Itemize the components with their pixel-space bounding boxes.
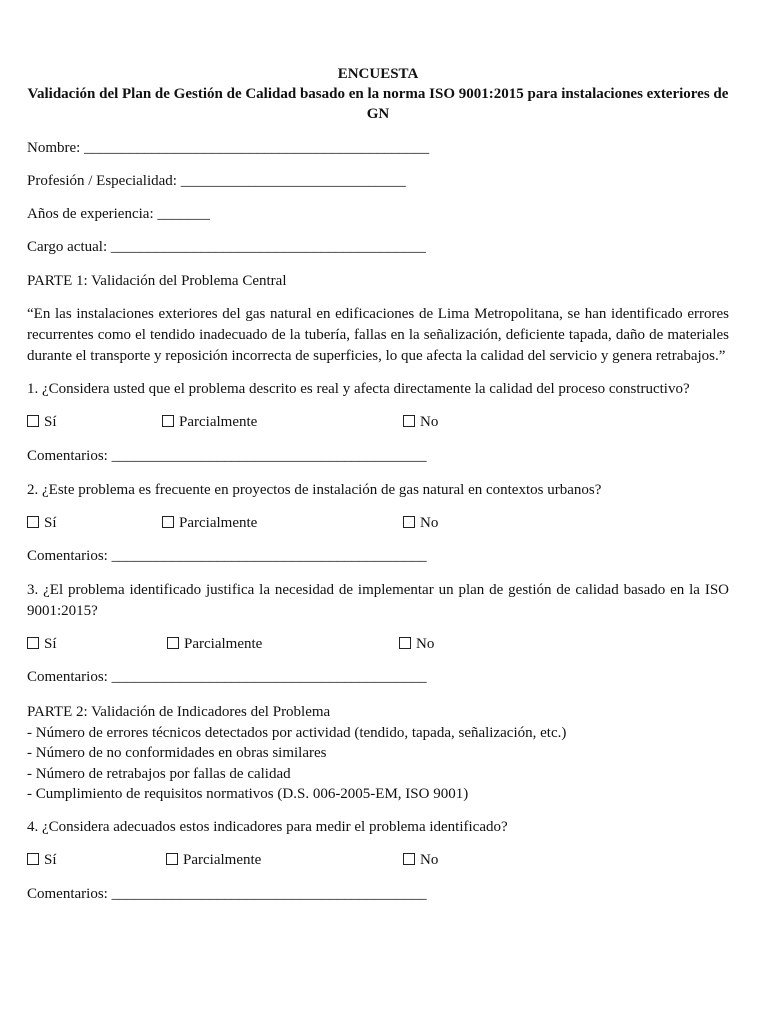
part2-heading: PARTE 2: Validación de Indicadores del Problema [27,704,331,720]
q1-option-no[interactable] [403,412,438,432]
option-label: No [420,852,439,868]
q1-option-partial[interactable] [162,412,257,432]
checkbox-icon [27,516,39,528]
q4-option-yes[interactable] [27,850,57,870]
q1-comments-field[interactable]: Comentarios: __________________________________________ [27,448,427,464]
option-label: No [420,515,439,531]
part2-section [27,702,729,805]
q2-comments-field[interactable]: Comentarios: __________________________________________ [27,548,427,564]
indicator-item: - Número de errores técnicos detectados por actividad (tendido, tapada, señalización, etc.) [27,724,567,741]
q4-comments-field[interactable]: Comentarios: __________________________________________ [27,886,427,902]
option-label: Sí [44,515,57,531]
question-4-options [27,850,729,870]
option-label: No [420,414,439,430]
problem-statement: “En las instalaciones exteriores del gas natural en edificaciones de Lima Metropolitana, se han identificado errores recurrentes como el tendido inadecuado de la tubería, fallas en la señalización, deficiente tapada, daño de materiales durante el transporte y reposición incorrecta de superficies, lo que afecta la calidad del servicio y genera retrabajos.” [27,306,729,364]
checkbox-icon [166,853,178,865]
indicator-item: - Número de no conformidades en obras similares [27,745,327,761]
question-3: 3. ¿El problema identificado justifica la necesidad de implementar un plan de gestión de calidad basado en la ISO 9001:2015? [27,582,729,619]
option-label: Parcialmente [179,414,258,430]
option-label: Parcialmente [183,852,262,868]
question-2-options [27,513,729,533]
question-1-options [27,412,729,432]
checkbox-icon [167,637,179,649]
checkbox-icon [162,415,174,427]
q3-option-no[interactable] [399,634,434,654]
option-label: Sí [44,636,57,652]
option-label: Parcialmente [184,636,263,652]
checkbox-icon [162,516,174,528]
checkbox-icon [403,516,415,528]
q4-option-partial[interactable] [166,850,261,870]
question-2: 2. ¿Este problema es frecuente en proyectos de instalación de gas natural en contextos urbanos? [27,482,602,498]
q2-option-partial[interactable] [162,513,257,533]
indicator-item: - Número de retrabajos por fallas de calidad [27,765,291,782]
checkbox-icon [27,637,39,649]
option-label: Sí [44,852,57,868]
q3-comments-field[interactable]: Comentarios: __________________________________________ [27,669,427,685]
profession-field[interactable]: Profesión / Especialidad: ______________________________ [27,173,406,189]
survey-title: ENCUESTA [337,66,419,82]
experience-field[interactable]: Años de experiencia: _______ [27,206,210,222]
option-label: Sí [44,414,57,430]
checkbox-icon [399,637,411,649]
position-field[interactable]: Cargo actual: __________________________________________ [27,239,426,255]
checkbox-icon [403,415,415,427]
q3-option-partial[interactable] [167,634,262,654]
name-field[interactable]: Nombre: ______________________________________________ [27,140,430,156]
checkbox-icon [27,415,39,427]
q2-option-yes[interactable] [27,513,57,533]
indicator-item: - Cumplimiento de requisitos normativos (D.S. 006-2005-EM, ISO 9001) [27,786,469,802]
question-3-options [27,634,729,654]
option-label: No [416,636,435,652]
q1-option-yes[interactable] [27,412,57,432]
survey-subtitle: Validación del Plan de Gestión de Calidad basado en la norma ISO 9001:2015 para instalaciones exteriores de GN [27,86,729,122]
part1-heading: PARTE 1: Validación del Problema Central [27,273,287,289]
option-label: Parcialmente [179,515,258,531]
question-4: 4. ¿Considera adecuados estos indicadores para medir el problema identificado? [27,819,508,835]
q2-option-no[interactable] [403,513,438,533]
question-1: 1. ¿Considera usted que el problema descrito es real y afecta directamente la calidad del proceso constructivo? [27,381,690,397]
checkbox-icon [403,853,415,865]
checkbox-icon [27,853,39,865]
survey-header [27,64,729,124]
q3-option-yes[interactable] [27,634,57,654]
q4-option-no[interactable] [403,850,438,870]
